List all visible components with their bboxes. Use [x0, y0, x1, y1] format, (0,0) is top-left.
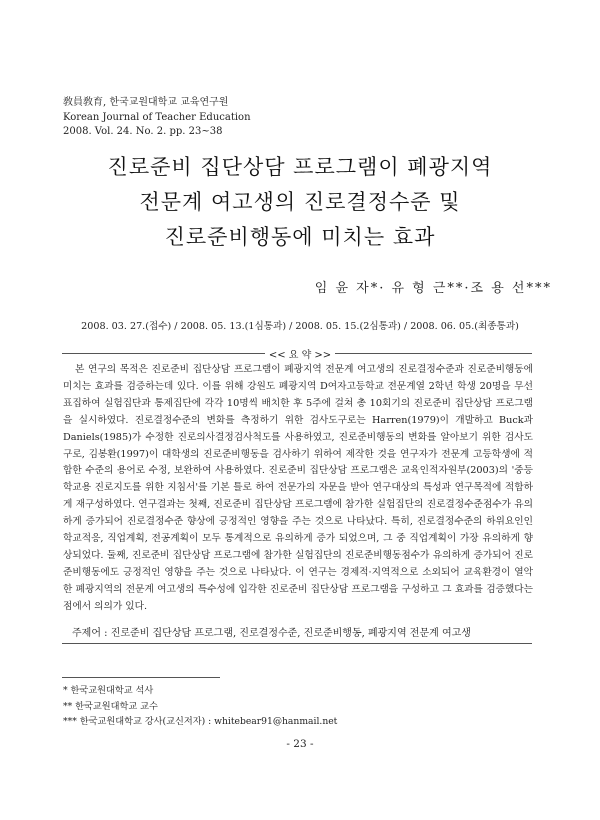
footnote-1: * 한국교원대학교 석사 — [63, 685, 154, 696]
abstract-heading — [0, 346, 600, 361]
abstract-text: 본 연구의 목적은 진로준비 집단상담 프로그램이 폐광지역 전문계 여고생의 진로결정수준과 진로준비행동에 미치는 효과를 검증하는데 있다. 이를 위해 강원도 폐광지역 D여자고등학교 전문계열 2학년 학생 20명을 무선표집하여 실험집단과 통제집단에 각각 10명씩 배치한 후 5주에 걸쳐 총 10회기의 진로준비 집단상담 프로그램을 실시하였다. 진로결정수준의 변화를 측정하기 위한 검사도구로는 Harren(1979)이 개발하고 Buck과 Daniels(1985)가 수정한 진로의사결정검사척도를 사용하였고, 진로준비행동의 변화를 알아보기 위한 검사도구로, 김봉환(1997)이 대학생의 진로준비행동을 검사하기 위하여 제작한 것을 연구자가 전문계 고등학생에 적합한 수준의 용어로 수정, 보완하여 사용하였다. 진로준비 집단상담 프로그램은 교육인적자원부(2003)의 '중등학교용 진로지도를 위한 지침서'를 기본 틀로 하여 전문가의 자문을 받아 연구대상의 특성과 연구목적에 적합하게 재구성하였다. 연구결과는 첫째, 진로준비 집단상담 프로그램에 참가한 실험집단의 진로결정수준점수가 유의하게 증가되어 진로결정수준 향상에 긍정적인 영향을 주는 것으로 나타났다. 특히, 진로결정수준의 하위요인인 학교적응, 직업계획, 전공계획이 모두 통계적으로 유의하게 증가 되었으며, 그 중 직업계획이 가장 유의하게 향상되었다. 둘째, 진로준비 집단상담 프로그램에 참가한 실험집단의 진로준비행동점수가 유의하게 증가되어 진로준비행동에도 긍정적인 영향을 주는 것으로 나타났다. 이 연구는 경제적·지역적으로 소외되어 교육환경이 열악한 폐광지역의 전문계 여고생의 특수성에 입각한 진로준비 집단상담 프로그램을 구성하고 그 효과를 검증했다는 점에서 의의가 있다. — [63, 364, 533, 612]
title-line-2: 전문계 여고생의 진로결정수준 및 — [139, 190, 461, 214]
footnote-2: ** 한국교원대학교 교수 — [63, 700, 158, 712]
journal-name-en: Korean Journal of Teacher Education — [63, 111, 251, 123]
footnotes — [63, 683, 337, 730]
journal-issue: 2008. Vol. 24. No. 2. pp. 23~38 — [63, 126, 223, 137]
keywords: 주제어 : 진로준비 집단상담 프로그램, 진로결정수준, 진로준비행동, 폐광지역 전문계 여고생 — [72, 628, 471, 639]
footnote-rule — [62, 677, 220, 678]
title-line-1: 진로준비 집단상담 프로그램이 폐광지역 — [107, 155, 493, 179]
title-line-3: 진로준비행동에 미치는 효과 — [164, 225, 436, 249]
review-dates: 2008. 03. 27.(접수) / 2008. 05. 13.(1심통과) / 2008. 05. 15.(2심통과) / 2008. 06. 05.(최종통과) — [81, 321, 519, 332]
keywords-bottom-rule — [62, 643, 532, 644]
journal-header — [63, 96, 251, 140]
abstract-heading-text: << 요 약 >> — [265, 350, 335, 361]
paper-title — [0, 150, 600, 255]
footnote-3: *** 한국교원대학교 강사(교신저자) : whitebear91@hanmail.net — [63, 716, 338, 727]
journal-name-ko: 敎員敎育, 한국교원대학교 교육연구원 — [63, 97, 229, 108]
abstract — [63, 362, 533, 616]
author-list: 임 윤 자*· 유 형 근**·조 용 선*** — [314, 281, 552, 296]
page-number: - 23 - — [286, 738, 314, 750]
